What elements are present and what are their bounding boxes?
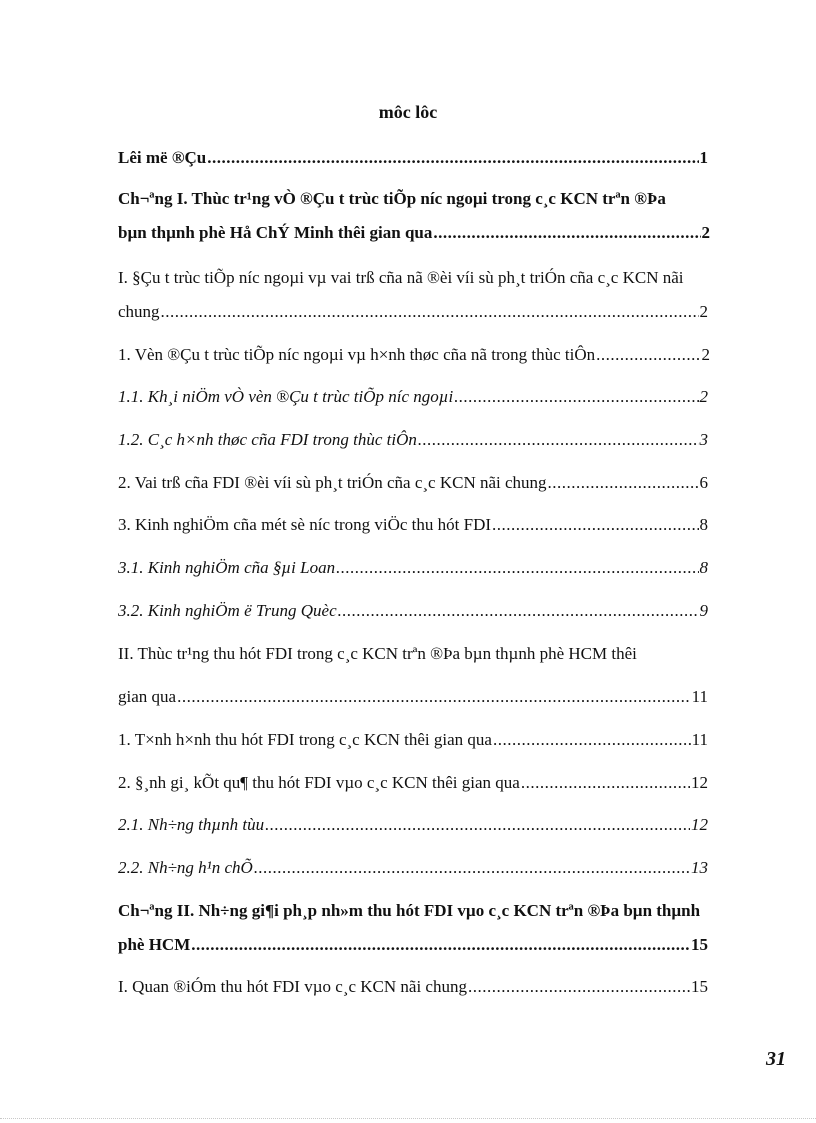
- toc-entry-section-1-cont: [118, 295, 708, 329]
- toc-entry-text: II. Thùc tr¹ng thu hót FDI trong c¸c KCN trªn ®Þa bµn thµnh phè HCM thêi: [118, 644, 637, 663]
- dot-leader: [265, 808, 690, 842]
- toc-entry-chapter-2[interactable]: [118, 894, 773, 928]
- dot-leader: [492, 508, 698, 542]
- toc-entry-text: I. Quan ®iÓm thu hót FDI vµo c¸c KCN nãi chung: [118, 977, 467, 996]
- toc-page-number: 6: [699, 473, 708, 492]
- toc-entry-2-2-1[interactable]: [118, 808, 708, 842]
- toc-entry-text: 3.1. Kinh nghiÖm cña §µi Loan: [118, 558, 336, 577]
- toc-entry-text: Ch¬ªng II. Nh÷ng gi¶i ph¸p nh»m thu hót FDI vµo c¸c KCN trªn ®Þa bµn thµnh: [118, 901, 701, 920]
- toc-entry-chapter-1-cont: [118, 216, 710, 250]
- toc-entry-text: 1.2. C¸c h×nh thøc cña FDI trong thùc tiÔn: [118, 430, 417, 449]
- toc-title: môc lôc: [378, 102, 438, 122]
- toc-page-number: 9: [699, 601, 708, 620]
- dot-leader: [161, 295, 699, 329]
- dot-leader: [338, 594, 699, 628]
- dot-leader: [207, 141, 698, 175]
- dot-leader: [596, 338, 700, 372]
- toc-entry-text: 3.2. Kinh nghiÖm ë Trung Quèc: [118, 601, 337, 620]
- toc-entry-3-2[interactable]: [118, 594, 708, 628]
- dot-leader: [191, 928, 690, 962]
- toc-entry-text: 3. Kinh nghiÖm cña mét sè níc trong viÖc thu hót FDI: [118, 515, 492, 534]
- toc-entry-1-1[interactable]: [118, 380, 708, 414]
- toc-entry-2-1[interactable]: [118, 723, 708, 757]
- toc-entry-2[interactable]: [118, 466, 708, 500]
- dot-leader: [454, 380, 698, 414]
- footer-divider: [0, 1118, 816, 1120]
- toc-page-number: 12: [691, 773, 708, 792]
- dot-leader: [254, 851, 690, 885]
- dot-leader: [548, 466, 699, 500]
- toc-entry-section-1[interactable]: [118, 261, 773, 295]
- toc-entry-1-2[interactable]: [118, 423, 708, 457]
- toc-entry-1[interactable]: [118, 338, 710, 372]
- dot-leader: [418, 423, 699, 457]
- toc-entry-text: I. §Çu t trùc tiÕp níc ngoµi vµ vai trß cña nã ®èi víi sù ph¸t triÓn cña c¸c KCN nãi: [118, 268, 684, 287]
- toc-entry-text-cont: bµn thµnh phè Hå ChÝ Minh thêi gian qua: [118, 223, 433, 242]
- dot-leader: [493, 723, 691, 757]
- dot-leader: [433, 216, 700, 250]
- toc-entry-2-2[interactable]: [118, 766, 708, 800]
- dot-leader: [521, 766, 690, 800]
- toc-entry-text-cont: phè HCM: [118, 935, 191, 954]
- toc-entry-text: 2.2. Nh÷ng h¹n chÕ: [118, 858, 253, 877]
- toc-entry-text: 1.1. Kh¸i niÖm vÒ vèn ®Çu t trùc tiÕp níc ngoµi: [118, 387, 454, 406]
- toc-entry-section-2-cont: [118, 680, 708, 714]
- toc-entry-text: Ch¬ªng I. Thùc tr¹ng vÒ ®Çu t trùc tiÕp níc ngoµi trong c¸c KCN trªn ®Þa: [118, 189, 666, 208]
- toc-entry-section-2[interactable]: [118, 637, 773, 671]
- page-number: 31: [766, 1048, 786, 1070]
- toc-page-number: 2: [701, 345, 710, 364]
- toc-entry-chapter-2-cont: [118, 928, 708, 962]
- toc-entry-text: 1. Vèn ®Çu t trùc tiÕp níc ngoµi vµ h×nh thøc cña nã trong thùc tiÔn: [118, 345, 596, 364]
- toc-page-number: 2: [699, 302, 708, 321]
- toc-page-number: 2: [699, 387, 708, 406]
- toc-entry-2-2-2[interactable]: [118, 851, 708, 885]
- toc-entry-text: Lêi më ®Çu: [118, 148, 207, 167]
- toc-entry-text: 2. §¸nh gi¸ kÕt qu¶ thu hót FDI vµo c¸c KCN thêi gian qua: [118, 773, 520, 792]
- dot-leader: [468, 970, 690, 1004]
- toc-page-number: 8: [699, 558, 708, 577]
- toc-page-number: 2: [701, 223, 710, 242]
- toc-entry-chapter-2-section-1[interactable]: [118, 970, 708, 1004]
- dot-leader: [336, 551, 698, 585]
- toc-entry-text: 2. Vai trß cña FDI ®èi víi sù ph¸t triÓn cña c¸c KCN nãi chung: [118, 473, 547, 492]
- toc-page-number: 15: [691, 977, 708, 996]
- toc-page-number: 11: [691, 687, 708, 706]
- toc-page-number: 1: [699, 148, 708, 167]
- toc-page-number: 8: [699, 515, 708, 534]
- toc-page-number: 3: [699, 430, 708, 449]
- toc-page-number: 12: [691, 815, 708, 834]
- toc-entry-chapter-1[interactable]: [118, 182, 773, 216]
- toc-entry-3[interactable]: [118, 508, 708, 542]
- toc-entry-text-cont: chung: [118, 302, 160, 321]
- toc-entry-text-cont: gian qua: [118, 687, 177, 706]
- dot-leader: [177, 680, 691, 714]
- toc-page-number: 15: [691, 935, 708, 954]
- toc-page-number: 11: [691, 730, 708, 749]
- toc-entry-introduction[interactable]: [118, 141, 708, 175]
- toc-entry-text: 2.1. Nh÷ng thµnh tùu: [118, 815, 265, 834]
- toc-page-number: 13: [691, 858, 708, 877]
- toc-entry-text: 1. T×nh h×nh thu hót FDI trong c¸c KCN thêi gian qua: [118, 730, 492, 749]
- toc-entry-3-1[interactable]: [118, 551, 708, 585]
